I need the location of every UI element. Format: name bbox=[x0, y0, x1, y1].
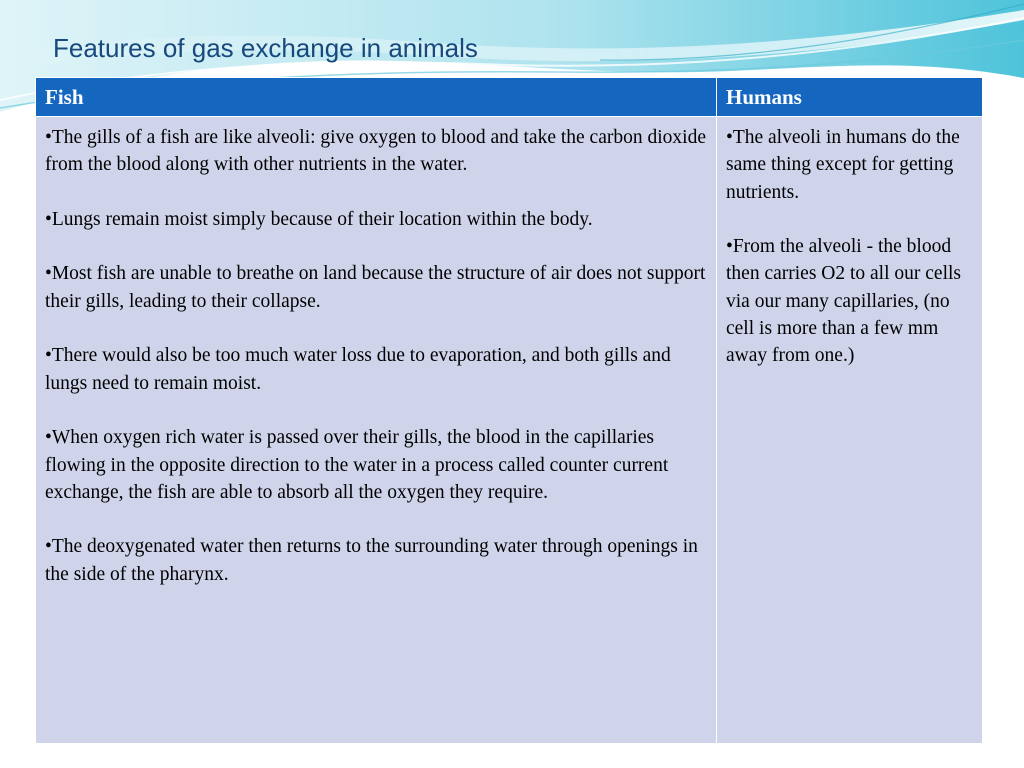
fish-point-gills: •The gills of a fish are like alveoli: give oxygen to blood and take the carbon dioxide from the blood along with other nutrients in the water. bbox=[45, 127, 706, 176]
fish-point-land: •Most fish are unable to breathe on land because the structure of air does not support their gills, leading to their collapse. bbox=[45, 263, 706, 312]
human-point-alveoli: •The alveoli in humans do the same thing except for getting nutrients. bbox=[726, 127, 960, 203]
human-point-capillaries: •From the alveoli - the blood then carries O2 to all our cells via our many capillaries, (no cell is more than a few mm away from one.) bbox=[726, 236, 961, 367]
humans-bullet-list bbox=[726, 124, 973, 370]
features-table bbox=[35, 77, 983, 744]
fish-bullet-list bbox=[45, 124, 707, 588]
table-header-row bbox=[36, 78, 983, 117]
header-humans: Humans bbox=[717, 78, 983, 117]
slide-title: Features of gas exchange in animals bbox=[53, 33, 478, 63]
fish-point-pharynx: •The deoxygenated water then returns to the surrounding water through openings in the side of the pharynx. bbox=[45, 536, 698, 585]
fish-cell bbox=[36, 117, 717, 744]
fish-point-lungs-moist: •Lungs remain moist simply because of their location within the body. bbox=[45, 208, 593, 230]
comparison-table bbox=[35, 77, 982, 744]
fish-point-counter-current: •When oxygen rich water is passed over their gills, the blood in the capillaries flowing in the opposite direction to the water in a process called counter current exchange, the fish are able to absorb all the oxygen they require. bbox=[45, 427, 669, 503]
humans-cell bbox=[717, 117, 983, 744]
fish-point-water-loss: •There would also be too much water loss due to evaporation, and both gills and lungs need to remain moist. bbox=[45, 345, 671, 394]
table-row bbox=[36, 117, 983, 744]
header-fish: Fish bbox=[36, 78, 717, 117]
